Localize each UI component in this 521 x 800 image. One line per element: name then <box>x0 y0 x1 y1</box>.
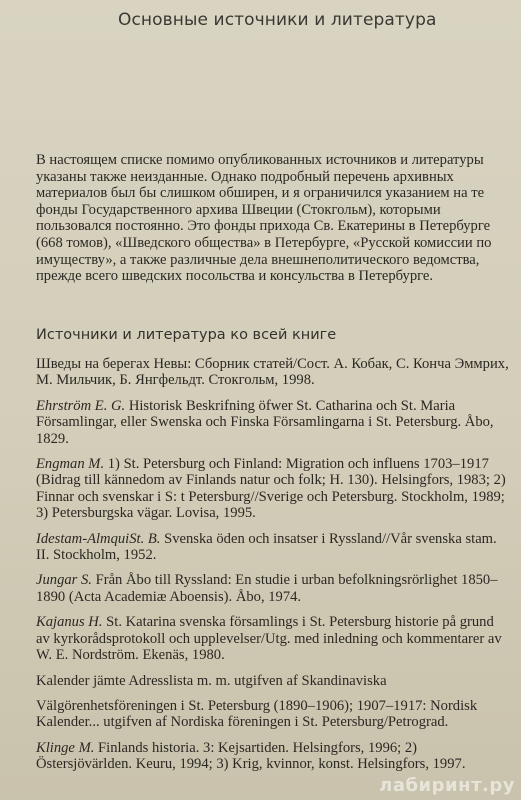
reference-item <box>36 740 510 773</box>
reference-item <box>36 572 510 605</box>
reference-text: Historisk Beskrifning öfwer St. Catharina och St. Maria Församlingar, eller Swenska och Finska Församlingarna i St. Petersburg. Åbo, 1829. <box>36 397 494 447</box>
reference-text: 1) St. Petersburg och Finland: Migration och influens 1703–1917 (Bidrag till kännedom av Finlands natur och folk; H. 130). Helsingfors, 1983; 2) Finnar och svenskar i S: t Petersburg//Sverige och Petersburg. Stockholm, 1989; 3) Petersburgska vägar. Lovisa, 1995. <box>36 456 506 522</box>
reference-text: St. Katarina svenska församlings i St. Petersburg historie på grund av kyrkorådsprotokoll och upplevelser/Utg. med inledning och kommentarer av W. E. Nordström. Ekenäs, 1980. <box>36 614 502 664</box>
watermark-logo: лабиринт.ру <box>379 775 515 796</box>
reference-author: Kajanus H. <box>36 614 103 631</box>
reference-list <box>36 356 510 782</box>
reference-text: Finlands historia. 3: Kejsartiden. Helsingfors, 1996; 2) Östersjövärlden. Keuru, 1994; 3) Krig, kvinnor, konst. Helsingfors, 1997. <box>36 739 466 773</box>
reference-item <box>36 398 510 447</box>
reference-item <box>36 614 510 663</box>
reference-text: Välgörenhetsföreningen i St. Petersburg (1890–1906); 1907–1917: Nordisk Kalender... utgifven af Nordiska föreningen i St. Petersburg/Petrograd. <box>36 697 478 731</box>
reference-text: Svenska öden och insatser i Ryssland//Vår svenska stam. II. Stockholm, 1952. <box>36 530 497 564</box>
reference-text: Från Åbo till Ryssland: En studie i urban befolkningsrörlighet 1850–1890 (Acta Academiæ Aboensis). Åbo, 1974. <box>36 572 498 605</box>
reference-item <box>36 698 510 731</box>
section-heading: Источники и литература ко всей книге <box>36 327 337 343</box>
intro-paragraph <box>36 152 508 285</box>
reference-author: Idestam-AlmquiSt. B. <box>36 530 161 547</box>
reference-author: Engman M. <box>36 456 105 473</box>
reference-author: Ehrström E. G. <box>36 397 126 414</box>
reference-item <box>36 673 510 689</box>
reference-author: Klinge M. <box>36 739 95 756</box>
reference-text: Шведы на берегах Невы: Сборник статей/Сост. А. Кобак, С. Конча Эммрих, М. Мильчик, Б. Янгфельдт. Стокгольм, 1998. <box>36 356 509 389</box>
reference-text: Kalender jämte Adresslista m. m. utgifven af Skandinaviska <box>36 672 387 689</box>
page-header: Основные источники и литература <box>118 10 437 30</box>
reference-item <box>36 356 510 389</box>
reference-item <box>36 531 510 564</box>
reference-author: Jungar S. <box>36 572 92 589</box>
reference-item <box>36 456 510 522</box>
intro-text: В настоящем списке помимо опубликованных источников и литературы указаны также неизданные. Однако подробный перечень архивных материалов был бы слишком обширен, и я ограничился указанием на те фонды Государственного архива Швеции (Стокгольм), которыми пользовался постоянно. Это фонды прихода Св. Екатерины в Петербурге (668 томов), «Шведского общества» в Петербурге, «Русской комиссии по имуществу», а также различные дела внешнеполитического ведомства, прежде всего шведских посольства и консульства в Петербурге. <box>36 152 492 285</box>
